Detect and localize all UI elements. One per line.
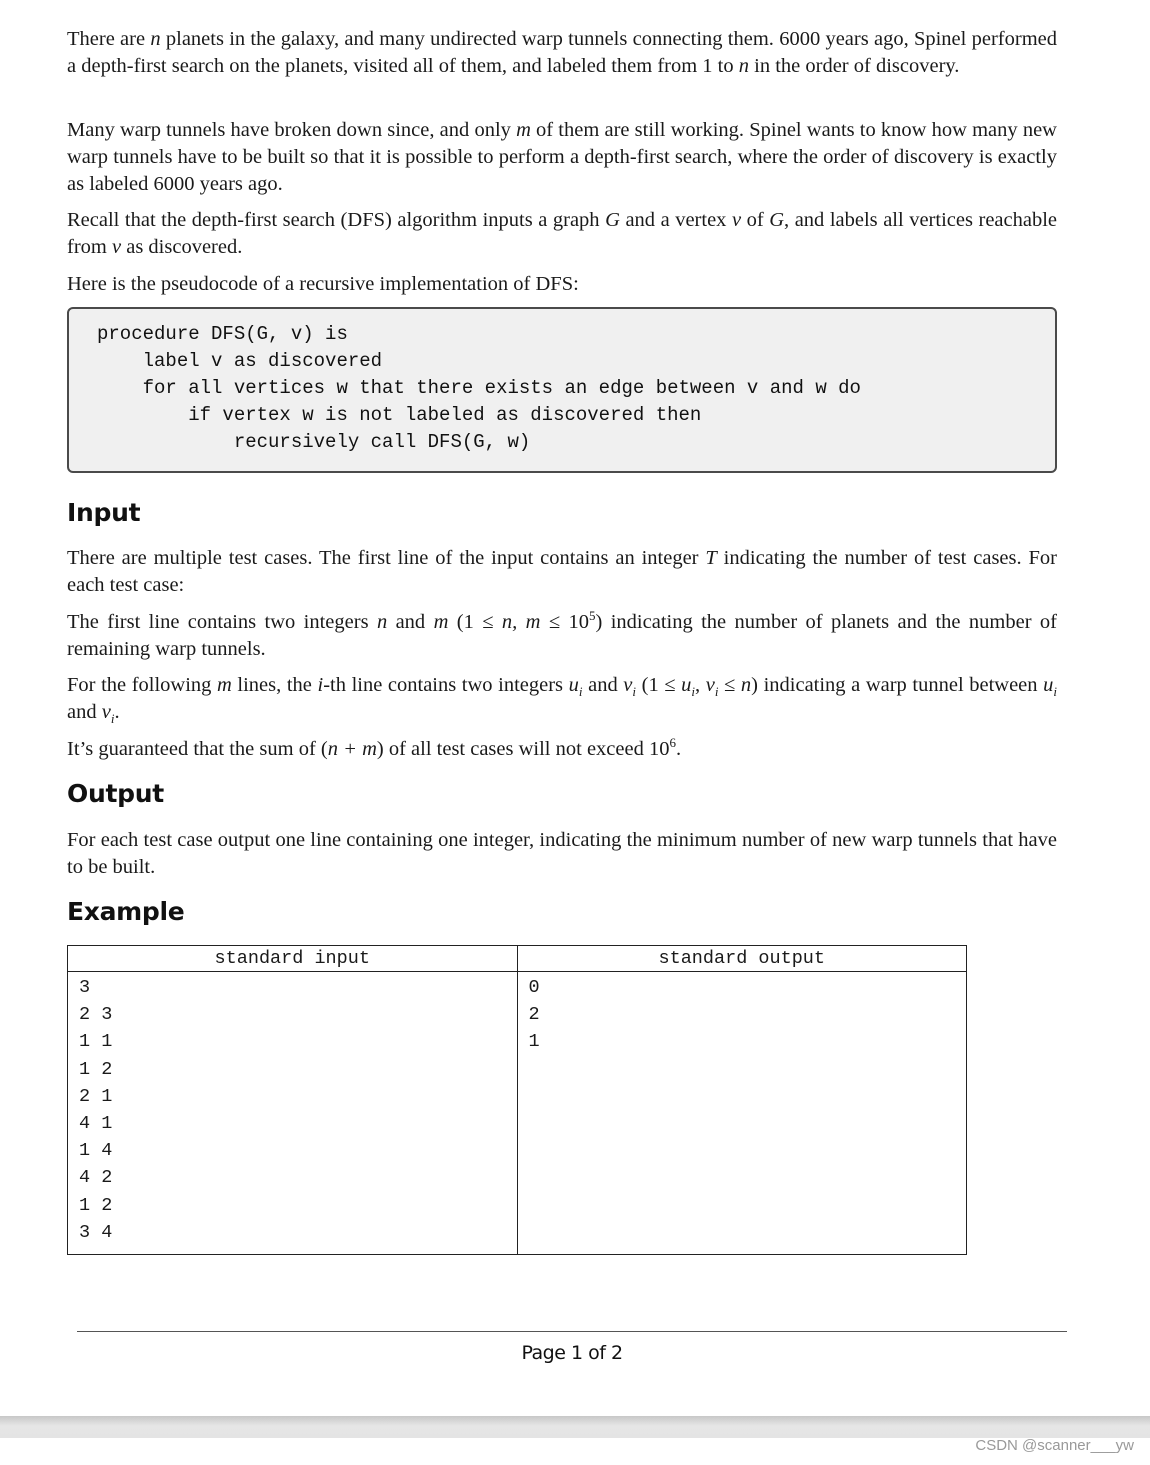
example-heading: Example: [67, 897, 185, 926]
output-paragraph: For each test case output one line containing one integer, indicating the minimum number of new warp tunnels that have to be built.: [67, 829, 1057, 878]
pseudocode-intro: Here is the pseudocode of a recursive implementation of DFS:: [67, 273, 579, 295]
footer-divider: [77, 1331, 1067, 1332]
input-paragraph-4: It’s guaranteed that the sum of (n + m) of all test cases will not exceed $10^6$.: [67, 735, 682, 760]
input-paragraph-1: There are multiple test cases. The first line of the input contains an integer T indicating the number of test cases. For each test case:: [67, 547, 1057, 596]
standard-input-cell: [68, 972, 518, 1255]
code-line: procedure DFS(G, v) is: [97, 323, 348, 345]
input-line: 3: [79, 977, 91, 998]
input-line: 4 1: [79, 1112, 113, 1134]
dfs-recall-paragraph: Recall that the depth-first search (DFS) algorithm inputs a graph G and a vertex v of G, and labels all vertices reachable from v as discovered.: [67, 209, 1058, 258]
code-line: for all vertices w that there exists an edge between v and w do: [97, 377, 861, 399]
output-line: 2: [528, 1004, 540, 1026]
goal-paragraph: Many warp tunnels have broken down since, and only m of them are still working. Spinel wants to know how many new warp tunnels have to be built so that it is possible to perform a depth-first search, where the order of discovery is exactly as labeled 6000 years ago.: [67, 119, 1057, 195]
pseudocode-box: [67, 307, 1057, 473]
input-line: 3 4: [79, 1221, 113, 1243]
output-line: 1: [528, 1031, 540, 1053]
input-line: 4 2: [79, 1167, 113, 1189]
output-heading: Output: [67, 779, 164, 808]
standard-output-cell: [517, 972, 967, 1255]
input-line: 1 2: [79, 1194, 113, 1216]
input-paragraph-2: The first line contains two integers n and m (1 ≤ n, $m \le 10^5$) indicating the number of planets and the number of remaining warp tunnels.: [67, 608, 1057, 660]
input-heading: Input: [67, 498, 141, 527]
watermark: CSDN @scanner___yw: [975, 1437, 1134, 1454]
example-table: [67, 945, 967, 1255]
input-line: 1 4: [79, 1140, 113, 1162]
code-line: if vertex w is not labeled as discovered then: [97, 404, 702, 426]
input-paragraph-3: For the following m lines, the i-th line contains two integers $u_i$ and $v_i$ ($1 \le u_i$, $v_i \le n$) indicating a warp tunnel between $u_i$ and $v_i$.: [67, 674, 1057, 727]
code-line: recursively call DFS(G, w): [97, 431, 531, 453]
output-line: 0: [528, 977, 540, 998]
input-line: 2 1: [79, 1085, 113, 1107]
standard-output-header: standard output: [517, 946, 967, 972]
intro-paragraph: There are n planets in the galaxy, and many undirected warp tunnels connecting them. 6000 years ago, Spinel performed a depth-first search on the planets, visited all of them, and labeled them from 1 to n in the order of discovery.: [67, 28, 1057, 77]
standard-input-header: standard input: [68, 946, 518, 972]
page-separator-bar: [0, 1416, 1150, 1438]
code-line: label v as discovered: [97, 350, 383, 372]
input-line: 1 2: [79, 1058, 113, 1080]
input-line: 2 3: [79, 1004, 113, 1026]
page-number: Page 1 of 2: [521, 1342, 623, 1364]
input-line: 1 1: [79, 1031, 113, 1053]
